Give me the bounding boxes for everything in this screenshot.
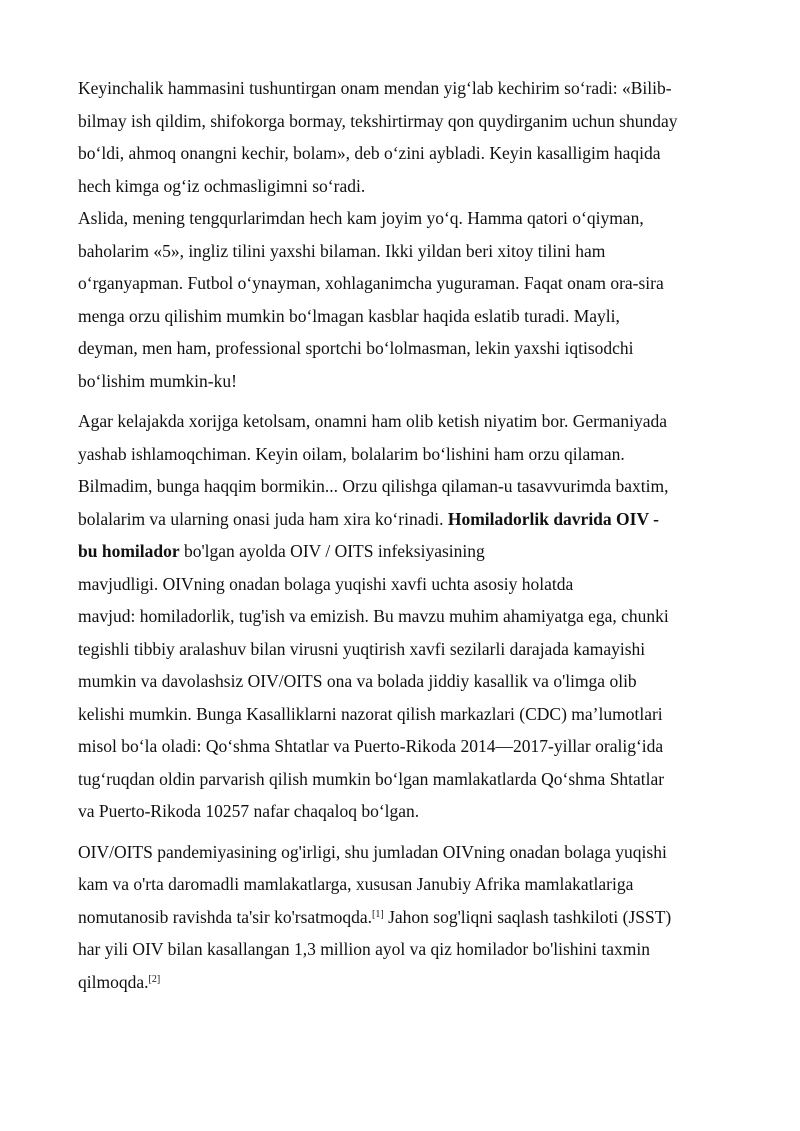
text-line: har yili OIV bilan kasallangan 1,3 million ayol va qiz homilador bo'lishini taxmin xyxy=(78,939,650,959)
bold-term: Homiladorlik davrida OIV - xyxy=(447,508,659,529)
citation-link-2[interactable]: [2] xyxy=(148,973,161,985)
text-line: bilmay ish qildim, shifokorga bormay, tekshirtirmay qon quydirganim uchun shunday xyxy=(78,110,678,131)
text-line: kam va o'rta daromadli mamlakatlarga, xususan Janubiy Afrika mamlakatlariga xyxy=(78,874,634,894)
text-segment: bolalarim va ularning onasi juda ham xira ko‘rinadi. xyxy=(78,508,448,529)
text-line xyxy=(78,503,738,536)
paragraph-mother-apology xyxy=(78,72,738,202)
paragraph-future-hiv xyxy=(78,405,738,828)
text-line: Agar kelajakda xorijga ketolsam, onamni ham olib ketish niyatim bor. Germaniyada xyxy=(78,411,668,431)
text-line: OIV/OITS pandemiyasining og'irligi, shu jumladan OIVning onadan bolaga yuqishi xyxy=(78,841,667,862)
bold-term: bu homilador xyxy=(78,541,180,561)
text-line: o‘rganyapman. Futbol o‘ynayman, xohlaganimcha yuguraman. Faqat onam ora-sira xyxy=(78,273,664,293)
text-line: Aslida, mening tengqurlarimdan hech kam joyim yo‘q. Hamma qatori o‘qiyman, xyxy=(78,208,644,228)
text-line: mumkin va davolashsiz OIV/OITS ona va bolada jiddiy kasallik va o'limga olib xyxy=(78,671,637,691)
text-line: hech kimga og‘iz ochmasligimni so‘radi. xyxy=(78,175,366,196)
text-line: kelishi mumkin. Bunga Kasalliklarni nazorat qilish markazlari (CDC) ma’lumotlari xyxy=(78,703,663,724)
text-line xyxy=(78,535,738,568)
text-line: mavjudligi. OIVning onadan bolaga yuqishi xavfi uchta asosiy holatda xyxy=(78,573,574,594)
text-line xyxy=(78,966,738,999)
text-line: bo‘ldi, ahmoq onangni kechir, bolam», deb o‘zini aybladi. Keyin kasalligim haqida xyxy=(78,143,661,163)
text-segment: qilmoqda. xyxy=(78,971,149,992)
text-line: tegishli tibbiy aralashuv bilan virusni yuqtirish xavfi sezilarli darajada kamayishi xyxy=(78,638,646,659)
paragraph-pandemic xyxy=(78,836,738,999)
text-line: deyman, men ham, professional sportchi bo‘lolmasman, lekin yaxshi iqtisodchi xyxy=(78,338,634,358)
text-line: mavjud: homiladorlik, tug'ish va emizish. Bu mavzu muhim ahamiyatga ega, chunki xyxy=(78,606,669,626)
text-segment: bo'lgan ayolda OIV / OITS infeksiyasining xyxy=(179,541,485,561)
document-page xyxy=(78,72,738,998)
text-line: menga orzu qilishim mumkin bo‘lmagan kasblar haqida eslatib turadi. Mayli, xyxy=(78,305,620,326)
text-line: Keyinchalik hammasini tushuntirgan onam mendan yig‘lab kechirim so‘radi: «Bilib- xyxy=(78,78,672,98)
text-line: bo‘lishim mumkin-ku! xyxy=(78,370,237,391)
text-line: baholarim «5», ingliz tilini yaxshi bilaman. Ikki yildan beri xitoy tilini ham xyxy=(78,240,606,261)
citation-link-1[interactable]: [1] xyxy=(372,908,384,920)
text-segment: nomutanosib ravishda ta'sir ko'rsatmoqda. xyxy=(78,906,373,927)
text-line: tug‘ruqdan oldin parvarish qilish mumkin bo‘lgan mamlakatlarda Qo‘shma Shtatlar xyxy=(78,768,665,789)
text-line: misol bo‘la oladi: Qo‘shma Shtatlar va Puerto-Rikoda 2014—2017-yillar oralig‘ida xyxy=(78,736,664,756)
text-line xyxy=(78,901,738,934)
paragraph-peers xyxy=(78,202,738,397)
text-line: yashab ishlamoqchiman. Keyin oilam, bolalarim bo‘lishini ham orzu qilaman. xyxy=(78,443,625,464)
text-line: Bilmadim, bunga haqqim bormikin... Orzu qilishga qilaman-u tasavvurimda baxtim, xyxy=(78,476,669,496)
text-segment: Jahon sog'liqni saqlash tashkiloti (JSST) xyxy=(383,906,672,927)
text-line: va Puerto-Rikoda 10257 nafar chaqaloq bo‘lgan. xyxy=(78,801,420,821)
